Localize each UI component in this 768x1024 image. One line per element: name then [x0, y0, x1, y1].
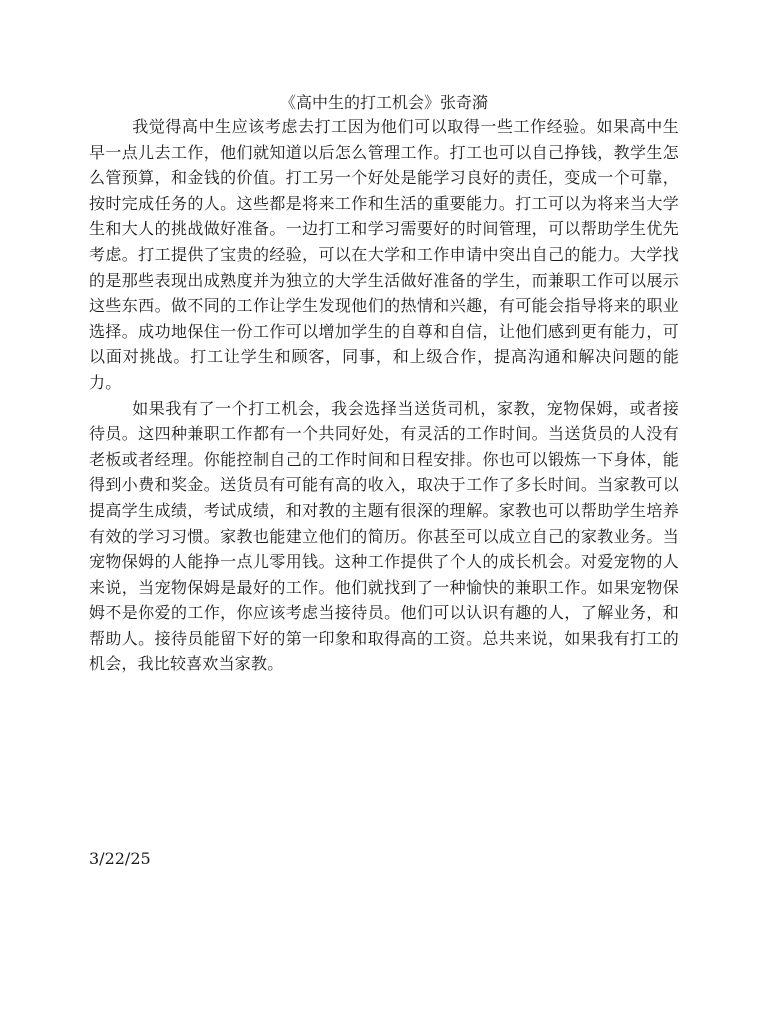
document-body — [89, 92, 679, 677]
document-title: 《高中生的打工机会》张奇漪 — [279, 93, 488, 112]
document-date: 3/22/25 — [89, 849, 151, 868]
paragraph-1: 我觉得高中生应该考虑去打工因为他们可以取得一些工作经验。如果高中生早一点儿去工作，他们就知道以后怎么管理工作。打工也可以自己挣钱，教学生怎么管预算，和金钱的价值。打工另一个好处是能学习良好的责任，变成一个可靠，按时完成任务的人。这些都是将来工作和生活的重要能力。打工可以为将来当大学生和大人的挑战做好准备。一边打工和学习需要好的时间管理，可以帮助学生优先考虑。打工提供了宝贵的经验，可以在大学和工作申请中突出自己的能力。大学找的是那些表现出成熟度并为独立的大学生活做好准备的学生，而兼职工作可以展示这些东西。做不同的工作让学生发现他们的热情和兴趣，有可能会指导将来的职业选择。成功地保住一份工作可以增加学生的自尊和自信，让他们感到更有能力，可以面对挑战。打工让学生和顾客，同事，和上级合作，提高沟通和解决问题的能力。 — [89, 117, 679, 392]
paragraph-2: 如果我有了一个打工机会，我会选择当送货司机，家教，宠物保姆，或者接待员。这四种兼职工作都有一个共同好处，有灵活的工作时间。当送货员的人没有老板或者经理。你能控制自己的工作时间和日程安排。你也可以锻炼一下身体，能得到小费和奖金。送货员有可能有高的收入，取决于工作了多长时间。当家教可以提高学生成绩，考试成绩，和对教的主题有很深的理解。家教也可以帮助学生培养有效的学习习惯。家教也能建立他们的简历。你甚至可以成立自己的家教业务。当宠物保姆的人能挣一点儿零用钱。这种工作提供了个人的成长机会。对爱宠物的人来说，当宠物保姆是最好的工作。他们就找到了一种愉快的兼职工作。如果宠物保姆不是你爱的工作，你应该考虑当接待员。他们可以认识有趣的人，了解业务，和帮助人。接待员能留下好的第一印象和取得高的工资。总共来说，如果我有打工的机会，我比较喜欢当家教。 — [89, 398, 679, 674]
